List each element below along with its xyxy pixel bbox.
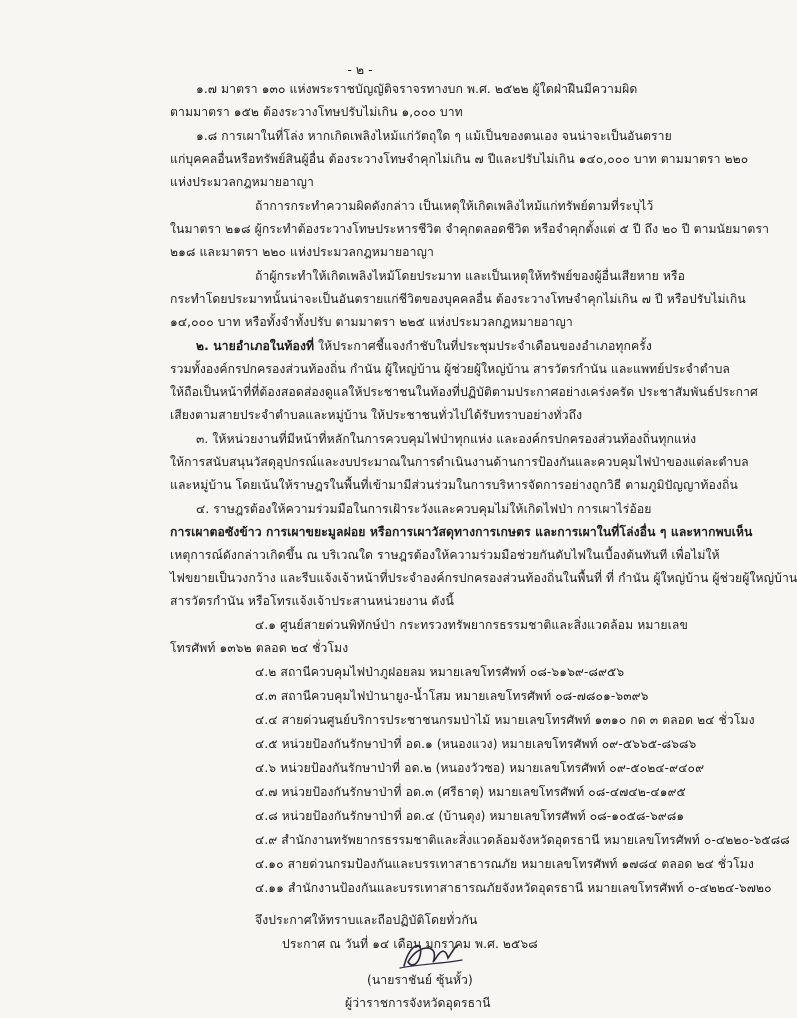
para3-line2: ในมาตรา ๒๑๘ ผู้กระทำต้องระวางโทษประหารชีวิต จำคุกตลอดชีวิต หรือจำคุกตั้งแต่ ๕ ปี ถึง ๒๐ ปี ตามนัยมาตรา	[170, 222, 770, 236]
para3-line1: ถ้าการกระทำความผิดดังกล่าว เป็นเหตุให้เกิดเพลิงไหม้แก่ทรัพย์ตามที่ระบุไว้	[255, 199, 654, 213]
section2-heading: ๒. นายอำเภอในท้องที่	[196, 339, 315, 353]
para7-line5: สารวัตรกำนัน หรือโทรแจ้งเจ้าประสานหน่วยงาน ดังนี้	[170, 594, 454, 608]
page-number: - ๒ -	[347, 62, 373, 77]
para3-line3: ๒๑๘ และมาตรา ๒๒๐ แห่งประมวลกฎหมายอาญา	[170, 245, 434, 259]
section2-text: ให้ประกาศชี้แจงกำชับในที่ประชุมประจำเดือนของอำเภอทุกครั้ง	[314, 339, 652, 353]
contact-item: ๔.๒ สถานีควบคุมไฟป่าภูฝอยลม หมายเลขโทรศัพท์ ๐๘-๖๑๖๙-๘๙๕๖	[255, 665, 625, 679]
para4-line1: ถ้าผู้กระทำให้เกิดเพลิงไหม้โดยประมาท และเป็นเหตุให้ทรัพย์ของผู้อื่นเสียหาย หรือ	[255, 269, 686, 283]
contact-item: ๔.๗ หน่วยป้องกันรักษาป่าที่ อด.๓ (ศรีธาตุ) หมายเลขโทรศัพท์ ๐๘-๔๗๔๒-๔๑๙๕	[255, 785, 686, 799]
para7-line3: เหตุการณ์ดังกล่าวเกิดขึ้น ณ บริเวณใด ราษฎรต้องให้ความร่วมมือช่วยกันดับไฟในเบื้องต้นทันที เพื่อไม่ให้	[170, 548, 720, 562]
signature-mark	[390, 938, 470, 974]
contact-item: ๔.๖ หน่วยป้องกันรักษาป่าที่ อด.๒ (หนองวัวซอ) หมายเลขโทรศัพท์ ๐๙-๕๐๒๔-๙๔๐๙	[255, 761, 705, 775]
contact-item: ๔.๓ สถานีควบคุมไฟป่านายูง-น้ำโสม หมายเลขโทรศัพท์ ๐๘-๗๘๐๑-๖๓๙๖	[255, 689, 649, 703]
contact-item: ๔.๘ หน่วยป้องกันรักษาป่าที่ อด.๔ (บ้านดุง) หมายเลขโทรศัพท์ ๐๘-๑๐๕๘-๖๙๘๑	[255, 809, 685, 823]
para8-line1: ๔.๑ ศูนย์สายด่วนพิทักษ์ป่า กระทรวงทรัพยากรธรรมชาติและสิ่งแวดล้อม หมายเลข	[255, 618, 688, 632]
para5-line1	[196, 338, 652, 354]
contact-item: ๔.๙ สำนักงานทรัพยากรธรรมชาติและสิ่งแวดล้อมจังหวัดอุดรธานี หมายเลขโทรศัพท์ ๐-๔๒๒๐-๖๕๘๘	[255, 833, 790, 847]
contact-item: ๔.๕ หน่วยป้องกันรักษาป่าที่ อด.๑ (หนองแวง) หมายเลขโทรศัพท์ ๐๙-๕๖๖๕-๘๖๘๖	[255, 737, 697, 751]
para4-line3: ๑๔,๐๐๐ บาท หรือทั้งจำทั้งปรับ ตามมาตรา ๒๒๕ แห่งประมวลกฎหมายอาญา	[170, 315, 573, 329]
para6-line1: ๓. ให้หน่วยงานที่มีหน้าที่หลักในการควบคุมไฟป่าทุกแห่ง และองค์กรปกครองส่วนท้องถิ่นทุกแห่ง	[196, 432, 697, 446]
announcement-date: ประกาศ ณ วันที่ ๑๔ เดือน มกราคม พ.ศ. ๒๕๖๘	[282, 937, 538, 951]
para2-line1: ๑.๘ การเผาในที่โล่ง หากเกิดเพลิงไหม้แก่วัตถุใด ๆ แม้เป็นของตนเอง จนน่าจะเป็นอันตราย	[196, 129, 672, 143]
para1-line1: ๑.๗ มาตรา ๑๓๐ แห่งพระราชบัญญัติจราจรทางบก พ.ศ. ๒๕๒๒ ผู้ใดฝ่าฝืนมีความผิด	[196, 82, 638, 96]
para7-line2: การเผาตอซังข้าว การเผาขยะมูลฝอย หรือการเผาวัสดุทางการเกษตร และการเผาในที่โล่งอื่น ๆ และหากพบเห็น	[170, 525, 753, 539]
contact-item: ๔.๔ สายด่วนศูนย์บริการประชาชนกรมป่าไม้ หมายเลขโทรศัพท์ ๑๓๑๐ กด ๓ ตลอด ๒๔ ชั่วโมง	[255, 713, 755, 727]
contact-item: ๔.๑๐ สายด่วนกรมป้องกันและบรรเทาสาธารณภัย หมายเลขโทรศัพท์ ๑๗๘๔ ตลอด ๒๔ ชั่วโมง	[255, 857, 754, 871]
para7-line1: ๔. ราษฎรต้องให้ความร่วมมือในการเฝ้าระวังและควบคุมไม่ให้เกิดไฟป่า การเผาไร่อ้อย	[196, 502, 652, 516]
closing-statement: จึงประกาศให้ทราบและถือปฏิบัติโดยทั่วกัน	[255, 913, 478, 927]
para7-line4: ไฟขยายเป็นวงกว้าง และรีบแจ้งเจ้าหน้าที่ประจำองค์กรปกครองส่วนท้องถิ่นในพื้นที่ ที่ กำนัน ผู้ใหญ่บ้าน ผู้ช่วยผู้ใหญ่บ้าน	[170, 571, 797, 585]
para6-line3: และหมู่บ้าน โดยเน้นให้ราษฎรในพื้นที่เข้ามามีส่วนร่วมในการบริหารจัดการอย่างถูกวิธี ตามภูมิปัญญาท้องถิ่น	[170, 478, 738, 492]
para2-line2: แก่บุคคลอื่นหรือทรัพย์สินผู้อื่น ต้องระวางโทษจำคุกไม่เกิน ๗ ปีและปรับไม่เกิน ๑๔๐,๐๐๐ บาท ตามมาตรา ๒๒๐	[170, 152, 749, 166]
signer-name: (นายราชันย์ ซุ้นหั้ว)	[367, 973, 473, 987]
para5-line2: รวมทั้งองค์กรปกครองส่วนท้องถิ่น กำนัน ผู้ใหญ่บ้าน ผู้ช่วยผู้ใหญ่บ้าน สารวัตรกำนัน และแพทย์ประจำตำบล	[170, 362, 730, 376]
para5-line3: ให้ถือเป็นหน้าที่ที่ต้องสอดส่องดูแลให้ประชาชนในท้องที่ปฏิบัติตามประกาศอย่างเคร่งครัด ประชาสัมพันธ์ประกาศ	[170, 385, 758, 399]
para1-line2: ตามมาตรา ๑๕๒ ต้องระวางโทษปรับไม่เกิน ๑,๐๐๐ บาท	[170, 105, 463, 119]
para8-line2: โทรศัพท์ ๑๓๖๒ ตลอด ๒๔ ชั่วโมง	[170, 641, 349, 655]
para4-line2: กระทำโดยประมาทนั้นน่าจะเป็นอันตรายแก่ชีวิตของบุคคลอื่น ต้องระวางโทษจำคุกไม่เกิน ๗ ปี หรือปรับไม่เกิน	[170, 292, 746, 306]
para2-line3: แห่งประมวลกฎหมายอาญา	[170, 175, 314, 189]
para6-line2: ให้การสนับสนุนวัสดุอุปกรณ์และงบประมาณในการดำเนินงานด้านการป้องกันและควบคุมไฟป่าของแต่ละตำบล	[170, 455, 749, 469]
contact-item: ๔.๑๑ สำนักงานป้องกันและบรรเทาสาธารณภัยจังหวัดอุดรธานี หมายเลขโทรศัพท์ ๐-๔๒๒๔-๖๗๒๐	[255, 881, 772, 895]
signer-title: ผู้ว่าราชการจังหวัดอุดรธานี	[345, 996, 491, 1010]
para5-line4: เสียงตามสายประจำตำบลและหมู่บ้าน ให้ประชาชนทั่วไปได้รับทราบอย่างทั่วถึง	[170, 408, 583, 422]
